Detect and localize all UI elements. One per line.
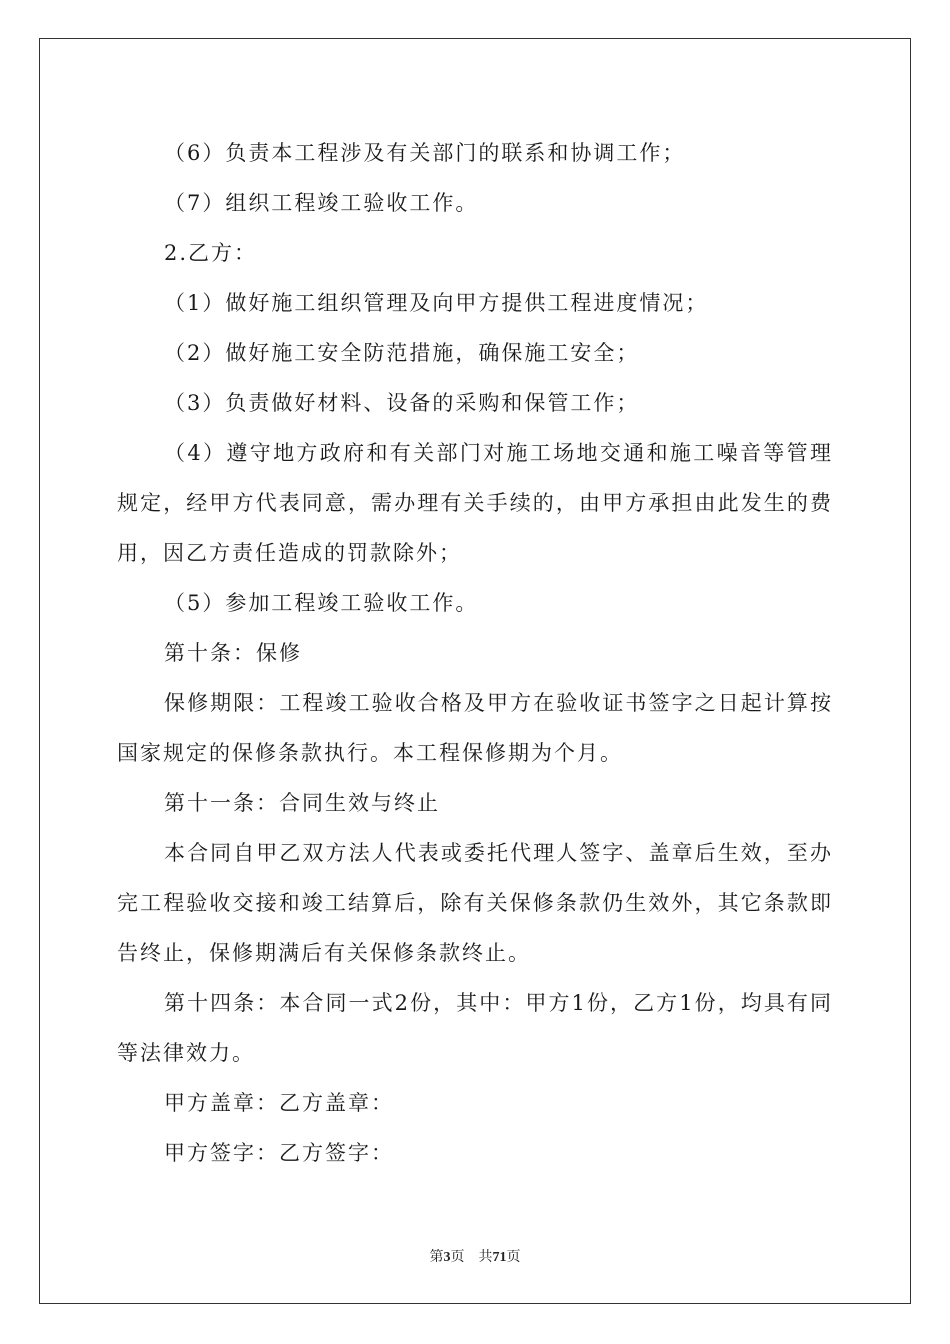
paragraph: （3）负责做好材料、设备的采购和保管工作； bbox=[164, 391, 640, 415]
paragraph: 保修期限：工程竣工验收合格及甲方在验收证书签字之日起计算按国家规定的保修条款执行。本工程保修期为个月。 bbox=[117, 691, 833, 765]
article-heading: 第十条：保修 bbox=[164, 641, 302, 665]
total-pages: 71 bbox=[492, 1250, 507, 1265]
page-number: 3 bbox=[443, 1250, 451, 1265]
page-footer bbox=[0, 1246, 950, 1266]
paragraph: （7）组织工程竣工验收工作。 bbox=[164, 191, 479, 215]
paragraph: （4）遵守地方政府和有关部门对施工场地交通和施工噪音等管理规定，经甲方代表同意，需办理有关手续的，由甲方承担由此发生的费用，因乙方责任造成的罚款除外； bbox=[117, 441, 833, 565]
page-suffix: 页 bbox=[450, 1250, 465, 1265]
total-suffix: 页 bbox=[506, 1250, 521, 1265]
paragraph: （2）做好施工安全防范措施，确保施工安全； bbox=[164, 341, 640, 365]
section-heading: 2.乙方： bbox=[164, 241, 258, 265]
paragraph: 本合同自甲乙双方法人代表或委托代理人签字、盖章后生效，至办完工程验收交接和竣工结算后，除有关保修条款仍生效外，其它条款即告终止，保修期满后有关保修条款终止。 bbox=[117, 841, 833, 965]
paragraph: （1）做好施工组织管理及向甲方提供工程进度情况； bbox=[164, 291, 709, 315]
page-prefix: 第 bbox=[429, 1250, 444, 1265]
paragraph: （6）负责本工程涉及有关部门的联系和协调工作； bbox=[164, 141, 686, 165]
paragraph: 第十四条：本合同一式2份，其中：甲方1份，乙方1份，均具有同等法律效力。 bbox=[117, 991, 833, 1065]
article-heading: 第十一条：合同生效与终止 bbox=[164, 791, 440, 815]
seal-line: 甲方盖章：乙方盖章： bbox=[164, 1091, 394, 1115]
total-prefix: 共 bbox=[478, 1250, 493, 1265]
document-body bbox=[117, 128, 833, 1178]
signature-line: 甲方签字：乙方签字： bbox=[164, 1141, 394, 1165]
paragraph: （5）参加工程竣工验收工作。 bbox=[164, 591, 479, 615]
